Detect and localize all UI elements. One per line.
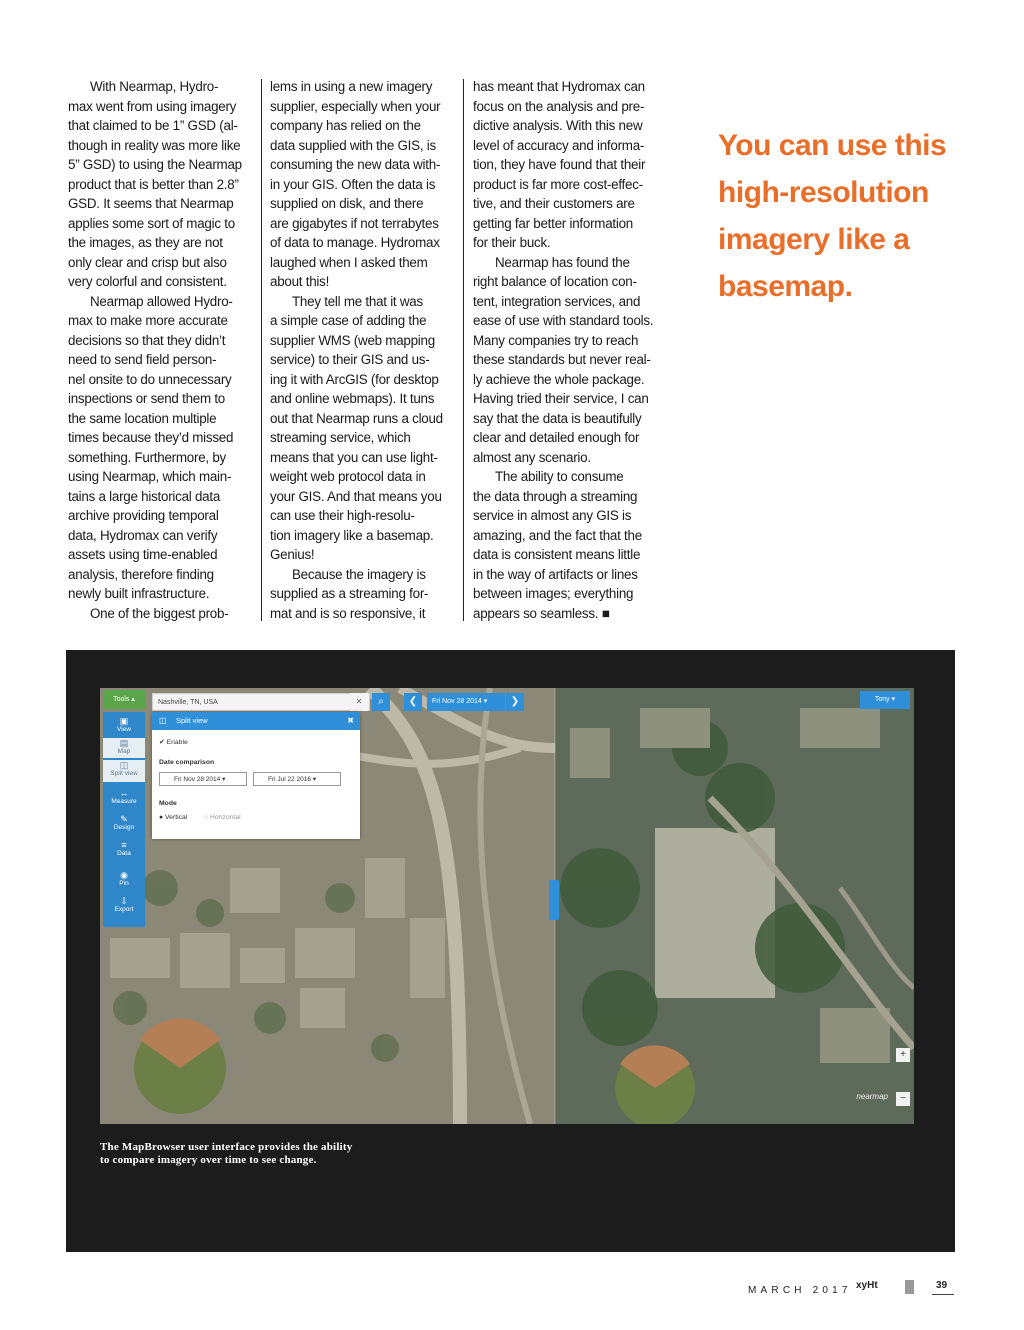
page-number-underline xyxy=(932,1294,954,1295)
right-date-dropdown[interactable] xyxy=(253,772,341,786)
export-icon: ⇩ xyxy=(120,896,128,906)
sidebar-item-export[interactable] xyxy=(103,896,145,914)
measure-icon: ↔ xyxy=(119,788,129,798)
nearmap-watermark: nearmap xyxy=(856,1092,888,1101)
mode-horizontal-radio[interactable]: ○ Horizontal xyxy=(204,814,241,821)
paragraph: has meant that Hydromax can focus on the analysis and pre- dictive analysis. With this new level of accuracy and informa- tion, they have found that their product is far more cost-effec- tive, and their customers are getting far better information for their buck. xyxy=(473,79,646,250)
zoom-out-button[interactable]: − xyxy=(896,1092,910,1106)
design-icon: ✎ xyxy=(120,814,128,824)
sidebar-item-split-view[interactable] xyxy=(103,760,145,782)
split-view-panel xyxy=(152,712,360,839)
pull-quote: You can use this high-resolution imagery like a basemap. xyxy=(718,129,947,303)
mode-vertical-radio[interactable]: ● Vertical xyxy=(159,814,188,821)
footer-month: MARCH 2017 xyxy=(748,1285,852,1296)
pin-icon: ◉ xyxy=(120,870,128,880)
tool-sidebar xyxy=(103,712,145,927)
close-icon[interactable]: ✖ xyxy=(347,716,354,725)
sidebar-item-view[interactable] xyxy=(103,716,145,734)
mode-option-label: Vertical xyxy=(165,814,188,821)
zoom-in-button[interactable]: + xyxy=(896,1048,910,1062)
column-rule xyxy=(261,79,262,621)
figure-caption: The MapBrowser user interface provides the ability to compare imagery over time to see change. xyxy=(100,1141,353,1166)
column-rule xyxy=(463,79,464,621)
article-column-1 xyxy=(68,77,252,623)
paragraph: The ability to consume the data through a streaming service in almost any GIS is amazing, and the fact that the data is consistent means little in the way of artifacts or lines between images; everything appears so seamless. ■ xyxy=(473,469,642,621)
date-comparison-label: Date comparison xyxy=(159,759,215,766)
footer-brand: xyHt xyxy=(856,1280,878,1291)
view-icon: ▣ xyxy=(119,716,129,726)
enable-label: Enable xyxy=(166,739,188,746)
figure xyxy=(66,650,955,1252)
article-column-3 xyxy=(473,77,657,623)
previous-date-button[interactable]: ❮ xyxy=(404,693,422,711)
paragraph: They tell me that it was a simple case of adding the supplier WMS (web mapping service) to their GIS and us- ing it with ArcGIS (for desktop and online webmaps). It tuns out that Nearmap runs a cloud streaming service, which means that you can use light- weight web protocol data in your GIS. And that means you can use their high-resolu- tion imagery like a basemap. Genius! xyxy=(270,293,443,562)
data-icon: ≡ xyxy=(121,840,127,850)
chevron-down-icon: ▾ xyxy=(222,776,226,783)
tools-button[interactable]: Tools ▴ xyxy=(103,690,145,709)
sidebar-item-label: Export xyxy=(114,906,134,913)
sidebar-item-label: Map xyxy=(117,748,131,755)
paragraph: lems in using a new imagery supplier, especially when your company has relied on the data supplied with the GIS, is consuming the new data with- in your GIS. Often the data is supplied on disk, and there are gigabytes if not terrabytes of data to manage. Hydromax laughed when I asked them about this! xyxy=(270,79,441,289)
map-icon: ▤ xyxy=(119,738,129,748)
panel-header xyxy=(152,712,360,730)
search-icon[interactable]: ⌕ xyxy=(372,693,390,711)
sidebar-item-label: Pin xyxy=(119,880,129,887)
right-date-value: Fri Jul 22 2016 xyxy=(268,776,311,783)
next-date-button[interactable]: ❯ xyxy=(506,693,524,711)
clear-search-icon[interactable]: ✕ xyxy=(350,693,368,711)
page-number: 39 xyxy=(936,1280,948,1291)
sidebar-item-label: Measure xyxy=(111,798,137,805)
sidebar-item-label: View xyxy=(117,726,131,733)
sidebar-item-label: Data xyxy=(117,850,131,857)
left-date-value: Fri Nov 28 2014 xyxy=(174,776,221,783)
date-selector[interactable]: Fri Nov 28 2014 ▾ xyxy=(427,693,505,711)
paragraph: Nearmap allowed Hydro- max to make more accurate decisions so that they didn’t need to send field person- nel onsite to do unnecessary inspections or send them to the same location multiple times because they’d missed something. Furthermore, by using Nearmap, which main- tains a large historical data archive providing temporal data, Hydromax can verify assets using time-enabled analysis, therefore finding newly built infrastructure. xyxy=(68,293,234,601)
article-column-2 xyxy=(270,77,458,623)
split-handle[interactable] xyxy=(549,880,559,920)
split-view-icon: ◫ xyxy=(119,760,129,770)
sidebar-item-data[interactable] xyxy=(103,840,145,858)
split-view-icon: ◫ xyxy=(159,716,167,725)
sidebar-item-label: Split view xyxy=(110,770,138,777)
user-menu-button[interactable]: Tony ▾ xyxy=(860,691,910,709)
mapbrowser-screenshot xyxy=(100,688,914,1124)
sidebar-item-pin[interactable] xyxy=(103,870,145,888)
sidebar-item-label: Design xyxy=(113,824,135,831)
chevron-down-icon: ▾ xyxy=(312,776,317,783)
footer-divider-block xyxy=(905,1280,914,1294)
mode-label: Mode xyxy=(159,800,177,807)
mode-option-label: Horizontal xyxy=(210,814,241,821)
paragraph: With Nearmap, Hydro- max went from using imagery that claimed to be 1” GSD (al- though in reality was more like 5” GSD) to using the Nearmap product that is better than 2.8” GSD. It seems that Nearmap applies some sort of magic to the images, as they are not only clear and crisp but also very colorful and consistent. xyxy=(68,79,242,289)
panel-title: Split view xyxy=(176,716,208,725)
paragraph: One of the biggest prob- xyxy=(90,605,229,621)
enable-checkbox[interactable]: ✔ Enable xyxy=(159,739,188,746)
left-date-dropdown[interactable] xyxy=(159,772,247,786)
paragraph: Because the imagery is supplied as a streaming for- mat and is so responsive, it xyxy=(270,566,429,621)
location-search-input[interactable]: Nashville, TN, USA xyxy=(152,693,370,711)
sidebar-item-map[interactable] xyxy=(103,738,145,758)
sidebar-item-measure[interactable] xyxy=(103,788,145,806)
sidebar-item-design[interactable] xyxy=(103,814,145,832)
paragraph: Nearmap has found the right balance of location con- tent, integration services, and ease of use with standard tools. Many companies try to reach these standards but never real- ly achieve the whole package. Having tried their service, I can say that the data is beautifully clear and detailed enough for almost any scenario. xyxy=(473,254,654,465)
